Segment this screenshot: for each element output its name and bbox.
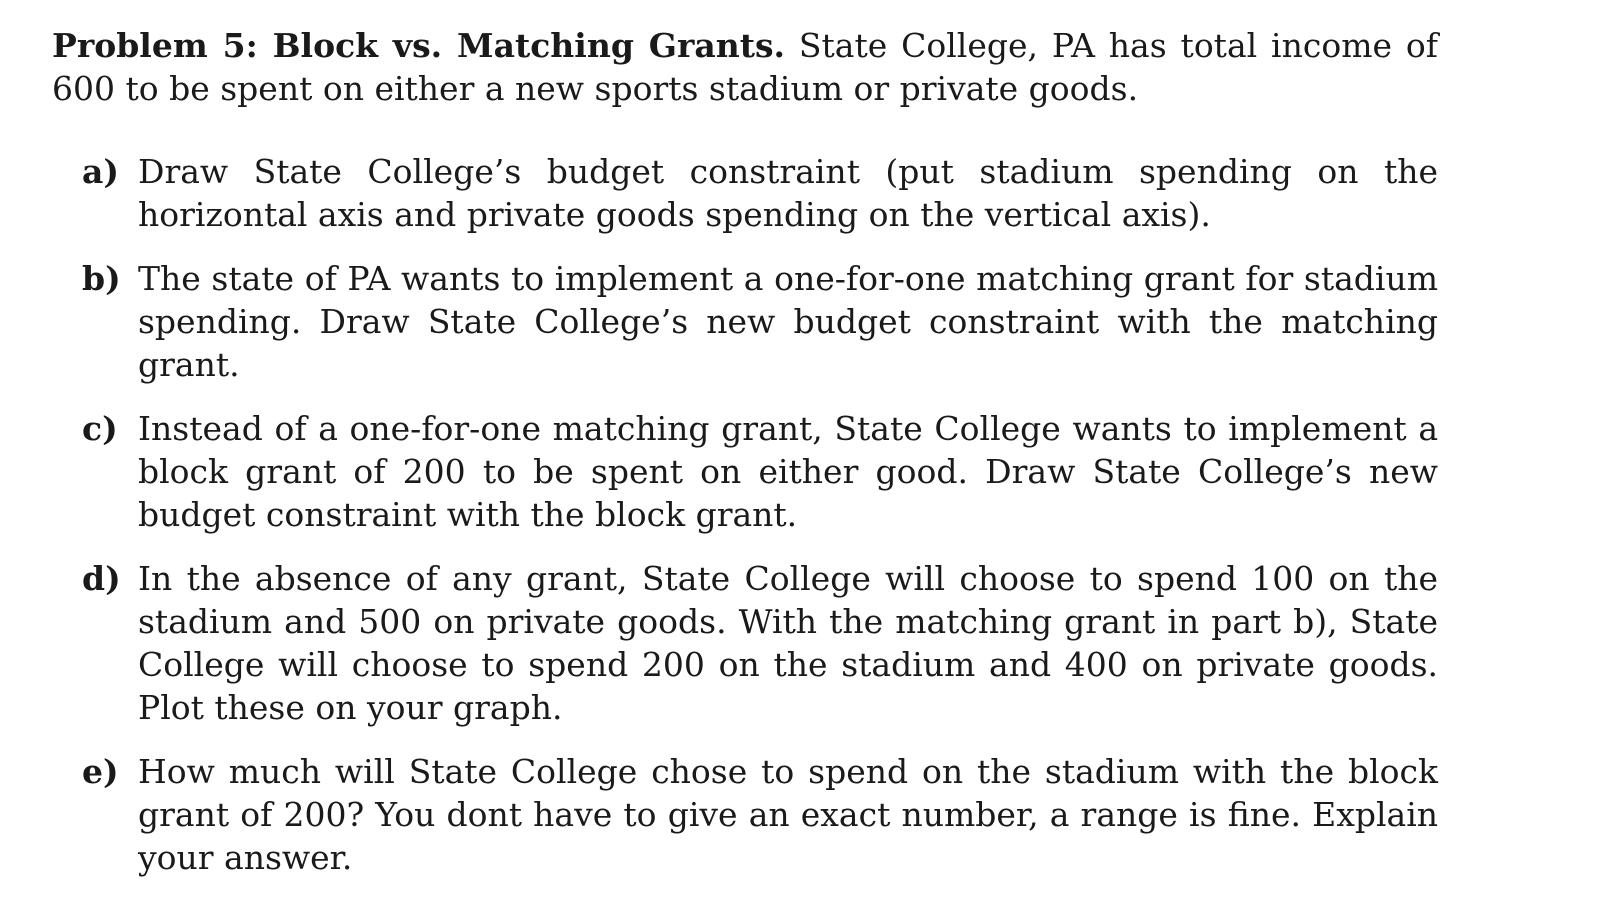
part-a — [52, 150, 1438, 236]
part-a-marker: a) — [82, 152, 119, 191]
part-b — [52, 257, 1438, 386]
part-b-text: The state of PA wants to implement a one-for-one matching grant for stadium spending. Draw State College’s new budget constraint with the matching grant. — [138, 259, 1438, 384]
part-a-text: Draw State College’s budget constraint (put stadium spending on the horizontal axis and private goods spending on the vertical axis). — [138, 152, 1438, 234]
part-d-marker: d) — [82, 559, 121, 598]
part-e-marker: e) — [82, 752, 119, 791]
part-e-text: How much will State College chose to spend on the stadium with the block grant of 200? You dont have to give an exact number, a range is fine. Explain your answer. — [138, 752, 1438, 877]
part-c-marker: c) — [82, 409, 118, 448]
problem-parts-list — [52, 150, 1438, 879]
problem-document — [52, 24, 1438, 900]
part-c — [52, 407, 1438, 536]
part-d — [52, 557, 1438, 729]
part-c-text: Instead of a one-for-one matching grant, State College wants to implement a block grant of 200 to be spent on either good. Draw State College’s new budget constraint with the block grant. — [138, 409, 1438, 534]
problem-intro-text: State College, PA has total income of 600 to be spent on either a new sports stadium or private goods. — [52, 26, 1438, 108]
part-b-marker: b) — [82, 259, 121, 298]
problem-heading: Problem 5: Block vs. Matching Grants. — [52, 26, 786, 65]
problem-intro — [52, 24, 1438, 110]
part-e — [52, 750, 1438, 879]
part-d-text: In the absence of any grant, State College will choose to spend 100 on the stadium and 500 on private goods. With the matching grant in part b), State College will choose to spend 200 on the stadium and 400 on private goods. Plot these on your graph. — [138, 559, 1438, 727]
